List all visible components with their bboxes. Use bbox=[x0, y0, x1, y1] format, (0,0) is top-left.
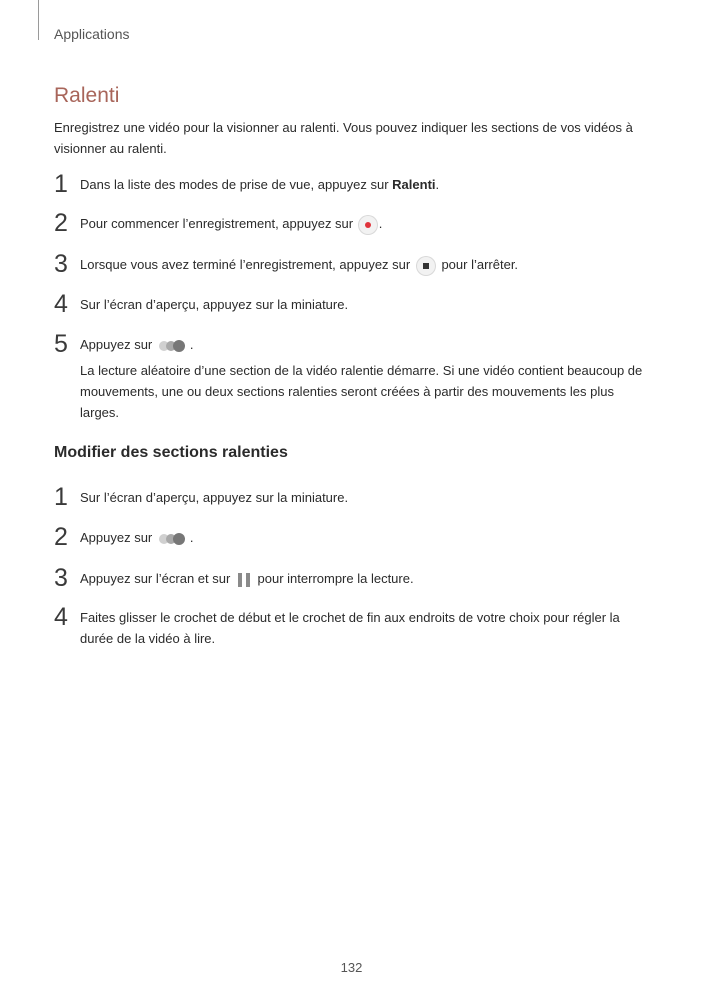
header-rule bbox=[38, 0, 39, 40]
step-number: 5 bbox=[54, 330, 68, 358]
step-text: Appuyez sur l’écran et sur pour interrompre la lecture. bbox=[80, 571, 414, 586]
stop-icon bbox=[417, 257, 435, 275]
step-text: Faites glisser le crochet de début et le crochet de fin aux endroits de votre choix pour régler la durée de la vidéo à lire. bbox=[80, 610, 620, 646]
step-detail: La lecture aléatoire d’une section de la vidéo ralentie démarre. Si une vidéo contient beaucoup de mouvements, une ou deux sections ralenties seront créées à partir des mouvements les plus larges. bbox=[80, 363, 643, 420]
page-title: Ralenti bbox=[54, 84, 120, 107]
step-text: Lorsque vous avez terminé l’enregistrement, appuyez sur pour l’arrêter. bbox=[80, 254, 650, 275]
step-text: Pour commencer l’enregistrement, appuyez sur . bbox=[80, 213, 650, 234]
step-text: Dans la liste des modes de prise de vue, appuyez sur Ralenti. bbox=[80, 177, 440, 192]
intro-paragraph: Enregistrez une vidéo pour la visionner au ralenti. Vous pouvez indiquer les sections de vos vidéos à visionner au ralenti. bbox=[54, 120, 633, 156]
step-number: 4 bbox=[54, 603, 68, 631]
page-number: 132 bbox=[340, 960, 363, 975]
mode-name: Ralenti bbox=[392, 177, 436, 192]
slow-motion-icon bbox=[158, 339, 188, 353]
step-number: 3 bbox=[54, 250, 68, 278]
step-number: 1 bbox=[54, 170, 68, 198]
step-text: Appuyez sur . bbox=[80, 337, 194, 352]
step-number: 4 bbox=[54, 290, 68, 318]
subsection-title: Modifier des sections ralenties bbox=[54, 444, 288, 461]
record-icon bbox=[359, 216, 377, 234]
step-text: Sur l’écran d’aperçu, appuyez sur la miniature. bbox=[80, 490, 349, 505]
step-text: Sur l’écran d’aperçu, appuyez sur la miniature. bbox=[80, 297, 349, 312]
pause-icon bbox=[236, 572, 252, 588]
section-label: Applications bbox=[54, 26, 130, 42]
step-text: Appuyez sur . bbox=[80, 530, 194, 545]
step-number: 3 bbox=[54, 564, 68, 592]
step-number: 2 bbox=[54, 209, 68, 237]
step-number: 1 bbox=[54, 483, 68, 511]
slow-motion-icon bbox=[158, 532, 188, 546]
step-number: 2 bbox=[54, 523, 68, 551]
